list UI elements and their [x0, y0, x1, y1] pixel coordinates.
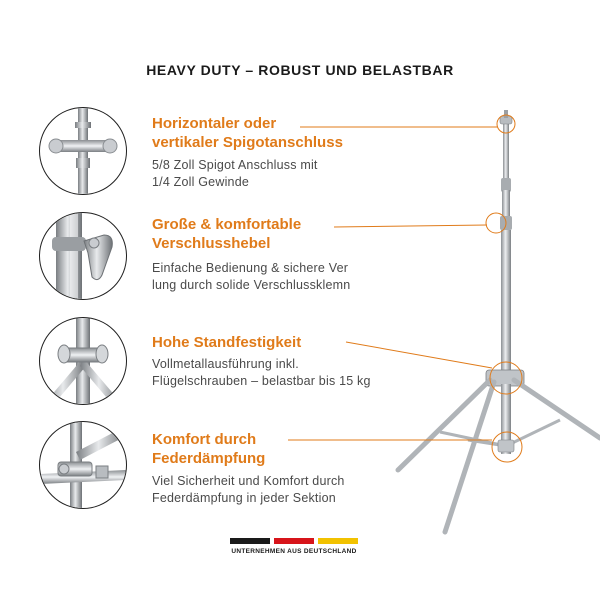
- feature-title-line: Hohe Standfestigkeit: [152, 334, 302, 351]
- stand-clamp-2: [500, 216, 512, 230]
- stand-section-top: [503, 120, 509, 180]
- stand-leg-left: [398, 380, 490, 470]
- feature-title-stability: [152, 333, 301, 352]
- stand-brace-front: [468, 440, 506, 446]
- spigot-connector-icon: [40, 108, 126, 194]
- feature-desc-line: Einfache Bedienung & sichere Ver: [152, 261, 349, 275]
- feature-desc-line: 5/8 Zoll Spigot Anschluss mit: [152, 158, 318, 172]
- feature-desc-spigot: [152, 157, 392, 191]
- footer-origin-text: UNTERNEHMEN AUS DEUTSCHLAND: [231, 548, 357, 555]
- leg-joint-icon: [40, 318, 126, 404]
- feature-desc-line: lung durch solide Verschlussklemn: [152, 278, 351, 292]
- feature-title-line: Horizontaler oder: [152, 115, 277, 132]
- feature-title-line: Große & komfortable: [152, 216, 302, 233]
- feature-desc-line: Vollmetallausführung inkl.: [152, 357, 299, 371]
- feature-title-line: vertikaler Spigotanschluss: [152, 134, 343, 151]
- feature-desc-spring: [152, 473, 392, 507]
- stand-spigot-pin: [504, 110, 508, 118]
- feature-title-lever: [152, 215, 301, 253]
- leg-joint-closeup-image: [39, 317, 127, 405]
- stand-section-upper: [502, 190, 510, 230]
- callout-ring-spigot: [497, 115, 515, 133]
- stand-leg-right: [514, 380, 600, 438]
- feature-desc-line: Flügelschrauben – belastbar bis 15 kg: [152, 374, 371, 388]
- locking-lever-icon: [40, 213, 126, 299]
- flag-stripe-red: [274, 538, 314, 544]
- flag-stripe-black: [230, 538, 270, 544]
- stand-column-base: [501, 384, 511, 454]
- spring-damping-closeup-image: [39, 421, 127, 509]
- locking-lever-closeup-image: [39, 212, 127, 300]
- callout-ring-stability: [490, 362, 522, 394]
- feature-desc-line: 1/4 Zoll Gewinde: [152, 175, 249, 189]
- flag-stripe-gold: [318, 538, 358, 544]
- stand-leg-hub: [486, 370, 524, 386]
- feature-desc-line: Viel Sicherheit und Komfort durch: [152, 474, 345, 488]
- stand-brace-left: [440, 432, 506, 446]
- feature-title-line: Federdämpfung: [152, 450, 266, 467]
- spigot-closeup-image: [39, 107, 127, 195]
- feature-title-spigot: [152, 114, 343, 152]
- stand-leg-front: [445, 382, 494, 532]
- callout-ring-spring: [492, 432, 522, 462]
- spring-damping-icon: [40, 422, 126, 508]
- feature-desc-line: Federdämpfung in jeder Sektion: [152, 491, 336, 505]
- feature-desc-lever: [152, 260, 384, 294]
- stand-brace-hub: [498, 440, 514, 452]
- feature-desc-stability: [152, 356, 422, 390]
- page-title: HEAVY DUTY – ROBUST UND BELASTBAR: [146, 62, 454, 78]
- feature-title-line: Komfort durch: [152, 431, 257, 448]
- stand-brace-right: [506, 420, 560, 446]
- german-flag-icon: [228, 538, 360, 544]
- feature-title-spring: [152, 430, 265, 468]
- stand-clamp-1: [501, 178, 511, 192]
- stand-spigot: [500, 116, 512, 124]
- stand-section-lower: [501, 230, 511, 370]
- feature-title-line: Verschlusshebel: [152, 235, 271, 252]
- callout-ring-lever: [486, 213, 506, 233]
- callout-line-lever: [334, 225, 487, 227]
